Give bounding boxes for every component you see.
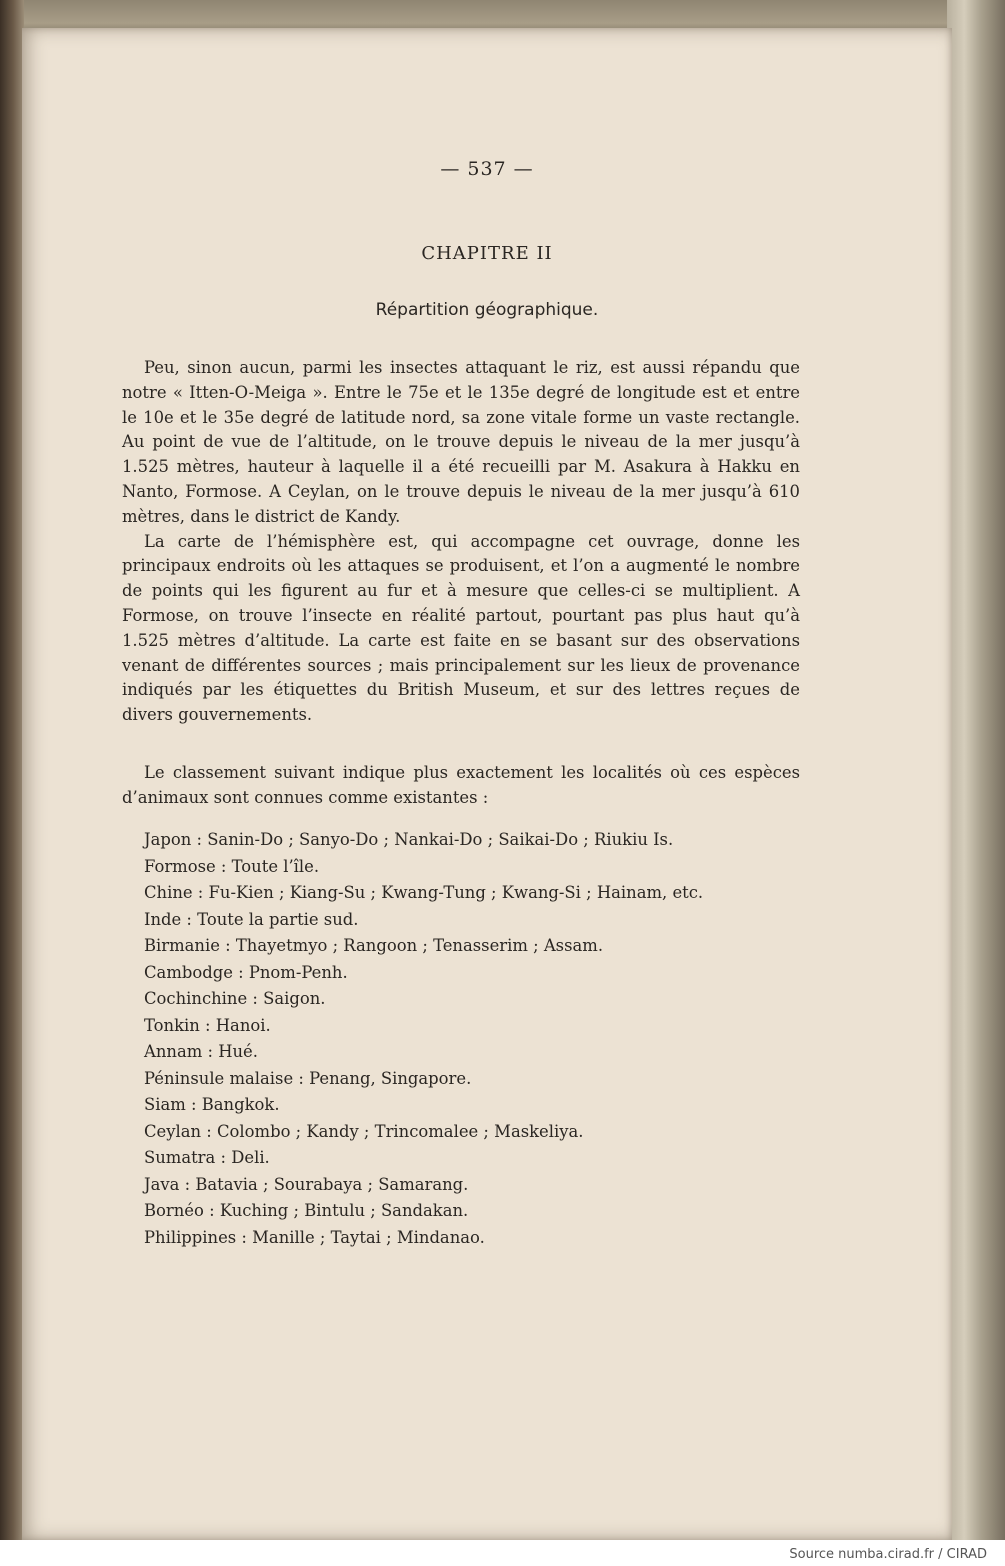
paragraph: Le classement suivant indique plus exactement les localités où ces espèces d’animaux sont connues comme existantes : — [122, 763, 800, 807]
paragraph: Peu, sinon aucun, parmi les insectes attaquant le riz, est aussi répandu que notre « Itten-O-Meiga ». Entre le 75e et le 135e degré de longitude est et entre le 10e et le 35e degré de latitude nord, sa zone vitale forme un vaste rectangle. Au point de vue de l’altitude, on le trouve depuis le niveau de la mer jusqu’à 1.525 mètres, hauteur à laquelle il a été recueilli par M. Asakura à Hakku en Nanto, Formose. A Ceylan, on le trouve depuis le niveau de la mer jusqu’à 610 mètres, dans le district de Kandy. — [122, 358, 800, 526]
paragraph: La carte de l’hémisphère est, qui accompagne cet ouvrage, donne les principaux endroits où les attaques se produisent, et l’on a augmenté le nombre de points qui les figurent au fur et à mesure que celles-ci se multiplient. A Formose, on trouve l’insecte en réalité partout, pourtant pas plus haut qu’à 1.525 mètres d’altitude. La carte est faite en se basant sur des observations venant de différentes sources ; mais principalement sur les lieux de provenance indiqués par les étiquettes du British Museum, et sur des lettres reçues de divers gouvernements. — [122, 531, 800, 725]
book-spine-edge — [0, 0, 24, 1540]
list-item: Java : Batavia ; Sourabaya ; Samarang. — [144, 1174, 469, 1194]
list-item: Inde : Toute la partie sud. — [144, 909, 359, 929]
list-item: Péninsule malaise : Penang, Singapore. — [144, 1068, 472, 1088]
list-item: Formose : Toute l’île. — [144, 856, 320, 876]
book-page-edges — [947, 0, 1005, 1540]
chapter-heading: CHAPITRE II — [421, 243, 553, 264]
list-item: Bornéo : Kuching ; Bintulu ; Sandakan. — [144, 1201, 469, 1220]
list-item: Birmanie : Thayetmyo ; Rangoon ; Tenasserim ; Assam. — [144, 936, 604, 955]
classification-intro — [122, 761, 800, 811]
source-credit: Source numba.cirad.fr / CIRAD — [789, 1547, 987, 1562]
list-item: Ceylan : Colombo ; Kandy ; Trincomalee ; Maskeliya. — [144, 1121, 584, 1141]
list-item: Annam : Hué. — [144, 1042, 258, 1061]
book-page — [22, 28, 952, 1540]
list-item: Cambodge : Pnom-Penh. — [144, 962, 348, 982]
list-item: Sumatra : Deli. — [144, 1148, 270, 1167]
locality-list — [144, 827, 703, 1251]
list-item: Tonkin : Hanoi. — [144, 1015, 271, 1035]
list-item: Chine : Fu-Kien ; Kiang-Su ; Kwang-Tung ; Kwang-Si ; Hainam, etc. — [144, 883, 704, 902]
section-title: Répartition géographique. — [375, 300, 599, 320]
list-item: Philippines : Manille ; Taytai ; Mindanao. — [144, 1227, 485, 1247]
list-item: Japon : Sanin-Do ; Sanyo-Do ; Nankai-Do ; Saikai-Do ; Riukiu Is. — [144, 830, 674, 849]
page-number: — 537 — — [440, 158, 534, 180]
list-item: Cochinchine : Saigon. — [144, 989, 326, 1008]
intro-paragraphs — [122, 356, 800, 728]
list-item: Siam : Bangkok. — [144, 1095, 280, 1114]
